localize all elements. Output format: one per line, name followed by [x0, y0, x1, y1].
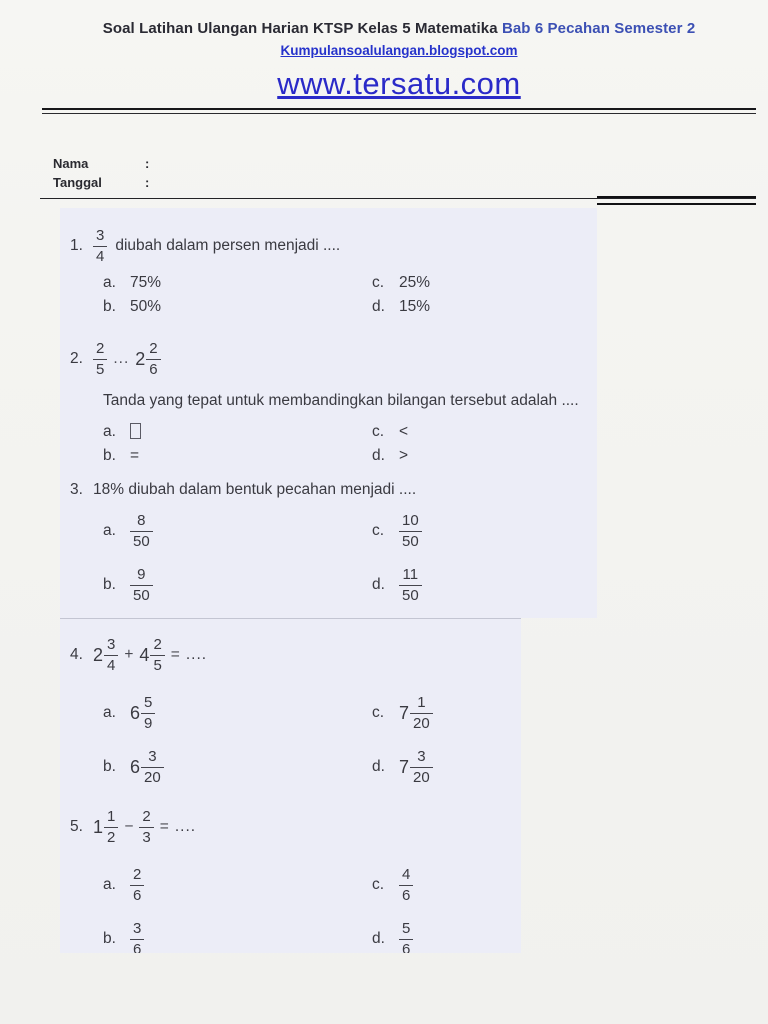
option-value: 25%	[399, 274, 431, 291]
option-value: <	[399, 423, 409, 440]
fraction-denominator: 4	[93, 246, 107, 265]
name-colon: :	[145, 156, 150, 171]
option-b	[103, 743, 372, 791]
option-c	[372, 271, 597, 294]
fraction-numerator: 2	[149, 339, 158, 357]
option-value: 15%	[399, 298, 431, 315]
option-letter: a.	[103, 876, 116, 893]
fraction-denominator: 5	[150, 655, 164, 674]
name-label: Nama	[53, 156, 89, 171]
date-field-row	[53, 173, 768, 192]
question-4-term1	[93, 637, 118, 674]
question-4	[70, 629, 521, 791]
fraction-numerator: 11	[402, 565, 419, 583]
option-letter: b.	[103, 298, 116, 315]
fraction-numerator: 3	[133, 919, 142, 937]
option-d	[372, 444, 597, 467]
fraction-numerator: 2	[142, 807, 151, 825]
fraction-numerator: 3	[96, 226, 105, 244]
question-5-options	[103, 861, 521, 953]
fraction-denominator: 50	[399, 531, 422, 550]
fraction-denominator: 6	[130, 939, 144, 954]
question-3-prompt: 18% diubah dalam bentuk pecahan menjadi ....	[93, 481, 417, 498]
page-title-highlight: Bab 6 Pecahan Semester 2	[501, 20, 696, 37]
option-letter: c.	[372, 274, 385, 291]
question-5-term1	[93, 809, 118, 846]
question-3-number: 3.	[70, 481, 83, 498]
option-d	[372, 915, 521, 953]
fraction-numerator: 1	[107, 807, 116, 825]
fraction-numerator: 3	[148, 747, 157, 765]
comparison-placeholder-dots: ...	[113, 350, 130, 367]
page-title-main: Soal Latihan Ulangan Harian KTSP Kelas 5 Matematika	[102, 20, 502, 37]
missing-glyph-box	[130, 423, 141, 439]
fraction-numerator: 5	[402, 919, 411, 937]
question-1-fraction	[93, 228, 107, 265]
fraction-numerator: 2	[96, 339, 105, 357]
option-b	[103, 915, 372, 953]
option-a	[103, 689, 372, 737]
header-divider	[42, 108, 756, 114]
fraction-numerator: 1	[417, 693, 426, 711]
option-b	[103, 444, 372, 467]
date-label: Tanggal	[53, 175, 102, 190]
mixed-whole: 6	[130, 756, 141, 777]
question-5	[70, 801, 521, 953]
option-letter: d.	[372, 447, 385, 464]
option-letter: d.	[372, 930, 385, 947]
fraction-denominator: 5	[93, 359, 107, 378]
equals-sign: =	[159, 818, 169, 835]
question-2-options	[103, 420, 597, 467]
question-2-prompt: Tanda yang tepat untuk membandingkan bilangan tersebut adalah ....	[103, 392, 579, 409]
option-c	[372, 861, 521, 909]
option-letter: d.	[372, 576, 385, 593]
option-letter: b.	[103, 447, 116, 464]
worksheet-body	[0, 208, 768, 953]
question-1-prompt: diubah dalam persen menjadi ....	[115, 237, 341, 254]
option-a	[103, 271, 372, 294]
option-value: >	[399, 447, 409, 464]
fraction-denominator: 50	[130, 585, 153, 604]
option-c	[372, 420, 597, 443]
fields-divider-thick	[597, 196, 756, 205]
fraction-denominator: 6	[399, 939, 413, 954]
mixed-whole: 6	[130, 702, 141, 723]
mixed-whole: 1	[93, 816, 104, 837]
question-3-options	[103, 507, 597, 609]
page-header	[0, 0, 768, 114]
option-d	[372, 743, 521, 791]
fraction-numerator: 8	[137, 511, 146, 529]
option-letter: c.	[372, 423, 385, 440]
name-field-row	[53, 154, 768, 173]
fraction-numerator: 2	[133, 865, 142, 883]
option-b	[103, 561, 372, 609]
option-b	[103, 295, 372, 318]
question-1	[70, 221, 597, 318]
fraction-denominator: 20	[410, 713, 433, 732]
option-letter: a.	[103, 274, 116, 291]
answer-dots: ....	[174, 818, 197, 835]
fraction-denominator: 6	[130, 885, 144, 904]
question-2-number: 2.	[70, 350, 83, 367]
fraction-denominator: 6	[146, 359, 160, 378]
question-4-term2	[139, 637, 164, 674]
option-a	[103, 861, 372, 909]
fraction-denominator: 9	[141, 713, 155, 732]
option-value: =	[130, 447, 140, 464]
plus-operator: +	[124, 646, 134, 663]
option-a	[103, 420, 372, 443]
option-c	[372, 689, 521, 737]
answer-dots: ....	[185, 646, 208, 663]
option-letter: b.	[103, 930, 116, 947]
fraction-numerator: 3	[417, 747, 426, 765]
question-4-options	[103, 689, 521, 791]
equals-sign: =	[170, 646, 180, 663]
date-colon: :	[145, 175, 150, 190]
option-letter: c.	[372, 704, 385, 721]
page-title	[42, 20, 756, 37]
mixed-whole: 7	[399, 756, 410, 777]
option-c	[372, 507, 597, 555]
mixed-whole: 4	[139, 644, 150, 665]
question-2	[70, 334, 597, 467]
fraction-denominator: 4	[104, 655, 118, 674]
fraction-numerator: 4	[402, 865, 411, 883]
option-letter: b.	[103, 758, 116, 775]
fraction-denominator: 2	[104, 827, 118, 846]
question-2-fraction	[93, 341, 107, 378]
option-letter: d.	[372, 758, 385, 775]
minus-operator: −	[124, 818, 134, 835]
fraction-denominator: 50	[130, 531, 153, 550]
fraction-denominator: 20	[410, 767, 433, 786]
mixed-whole: 2	[135, 348, 146, 369]
option-letter: d.	[372, 298, 385, 315]
option-letter: b.	[103, 576, 116, 593]
option-letter: c.	[372, 876, 385, 893]
tersatu-link[interactable]: www.tersatu.com	[277, 66, 521, 101]
fields-divider	[40, 196, 756, 202]
question-3	[70, 481, 597, 609]
fraction-numerator: 5	[144, 693, 153, 711]
student-fields	[53, 154, 768, 192]
fraction-numerator: 9	[137, 565, 146, 583]
question-2-mixed-number	[135, 341, 160, 378]
mixed-whole: 7	[399, 702, 410, 723]
option-a	[103, 507, 372, 555]
fraction-numerator: 10	[402, 511, 419, 529]
question-1-options	[103, 271, 597, 318]
question-5-number: 5.	[70, 818, 83, 835]
question-5-term2	[139, 809, 153, 846]
fraction-denominator: 6	[399, 885, 413, 904]
fraction-numerator: 3	[107, 635, 116, 653]
worksheet-panel-1	[60, 208, 597, 618]
fraction-denominator: 20	[141, 767, 164, 786]
option-letter: a.	[103, 522, 116, 539]
option-letter: a.	[103, 704, 116, 721]
question-1-number: 1.	[70, 237, 83, 254]
option-value: 75%	[130, 274, 162, 291]
option-letter: a.	[103, 423, 116, 440]
option-d	[372, 561, 597, 609]
question-4-number: 4.	[70, 646, 83, 663]
blogspot-link[interactable]: Kumpulansoalulangan.blogspot.com	[280, 43, 518, 58]
option-letter: c.	[372, 522, 385, 539]
fraction-denominator: 50	[399, 585, 422, 604]
fraction-denominator: 3	[139, 827, 153, 846]
mixed-whole: 2	[93, 644, 104, 665]
worksheet-panel-2	[60, 618, 521, 953]
option-d	[372, 295, 597, 318]
fraction-numerator: 2	[153, 635, 162, 653]
option-value: 50%	[130, 298, 162, 315]
